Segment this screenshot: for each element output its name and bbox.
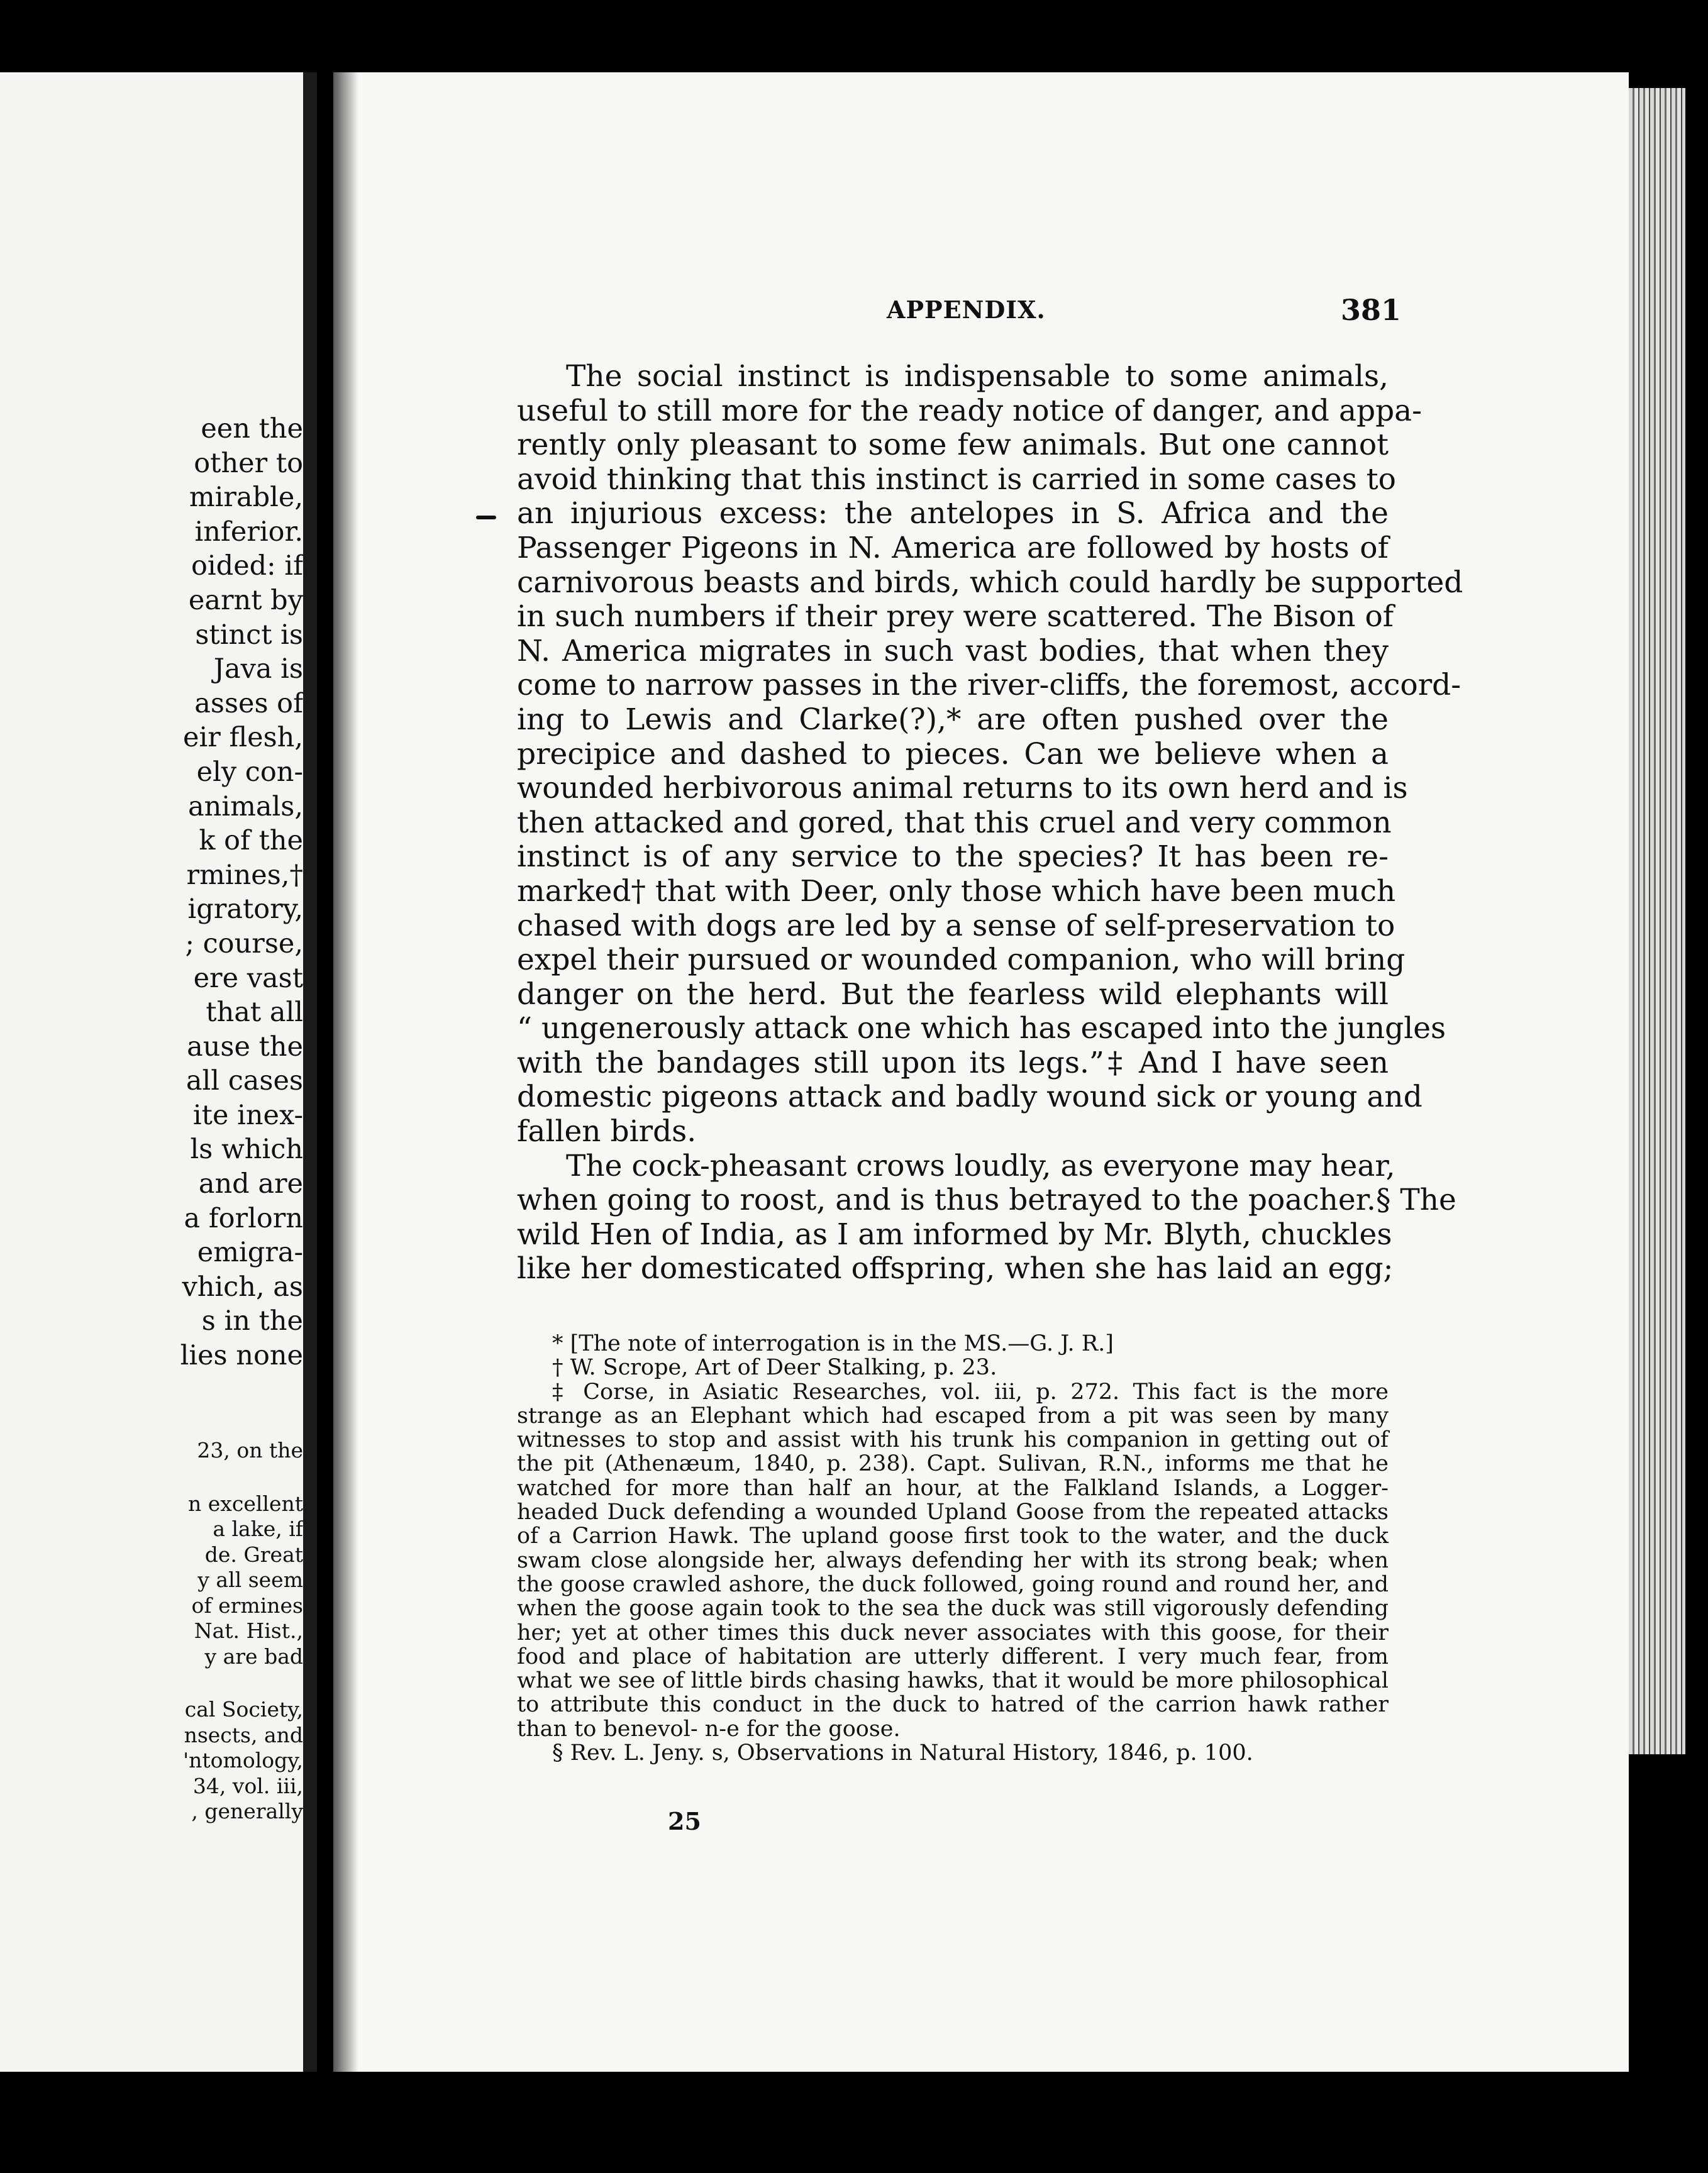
footnote-line: when the goose again took to the sea the duck was still vigorously defending (517, 1596, 1389, 1622)
left-line: eir flesh, (183, 722, 303, 754)
footnote-line: the pit (Athenæum, 1840, p. 238). Capt. Sulivan, R.N., informs me that he (517, 1451, 1389, 1477)
footnote-line: * [The note of interrogation is in the MS.—G. J. R.] (552, 1331, 1114, 1356)
previous-page-footnotes (0, 1438, 303, 1825)
running-head: APPENDIX. (887, 296, 1046, 324)
footnote-line: ‡ Corse, in Asiatic Researches, vol. iii, p. 272. This fact is the more (552, 1379, 1389, 1405)
left-note: de. Great (204, 1542, 303, 1567)
left-line: all cases (186, 1065, 303, 1097)
previous-page-text (0, 412, 303, 1373)
signature-mark: 25 (668, 1807, 701, 1835)
left-note: nsects, and (184, 1722, 303, 1747)
left-line: igratory, (187, 893, 303, 926)
footnote-line: her; yet at other times this duck never associates with this goose, for their (517, 1620, 1389, 1645)
text-line: danger on the herd. But the fearless wild elephants will (517, 976, 1389, 1012)
left-note: 'ntomology, (183, 1748, 303, 1772)
footnotes (517, 1332, 1389, 1765)
left-line: a forlorn (184, 1202, 303, 1234)
left-note: of ermines (191, 1593, 303, 1618)
text-line: The cock-pheasant crows loudly, as everyone may hear, (566, 1148, 1395, 1183)
left-line: other to (194, 447, 303, 479)
text-line: carnivorous beasts and birds, which could hardly be supported (517, 565, 1463, 600)
left-note: cal Society, (184, 1697, 303, 1722)
footnote-line: to attribute this conduct in the duck to hatred of the carrion hawk rather (517, 1692, 1389, 1718)
left-note: Nat. Hist., (194, 1618, 303, 1643)
left-line: animals, (188, 790, 303, 822)
text-line: rently only pleasant to some few animals. But one cannot (517, 428, 1389, 463)
left-line: rmines,† (186, 859, 303, 891)
left-line: s in the (201, 1305, 303, 1337)
left-line: inferior. (194, 516, 303, 548)
text-line: ing to Lewis and Clarke(?),* are often pushed over the (517, 702, 1389, 737)
text-line: avoid thinking that this instinct is carried in some cases to (517, 462, 1396, 497)
text-line: come to narrow passes in the river-cliffs, the foremost, accord- (517, 668, 1461, 703)
text-line: marked† that with Deer, only those which have been much (517, 873, 1396, 909)
left-line: ls which (190, 1134, 303, 1166)
page-edges (1629, 88, 1685, 1754)
left-line: ause the (187, 1031, 303, 1063)
footnote-line: † W. Scrope, Art of Deer Stalking, p. 23. (552, 1355, 997, 1381)
footnote-line: the goose crawled ashore, the duck followed, going round and round her, and (517, 1571, 1389, 1597)
left-line: that all (206, 997, 303, 1029)
left-line: lies none (180, 1340, 303, 1372)
left-note: n excellent (187, 1491, 303, 1516)
text-line: in such numbers if their prey were scattered. The Bison of (517, 599, 1394, 634)
left-line: ite inex- (192, 1099, 303, 1131)
left-note: y all seem (197, 1568, 303, 1592)
footnote-line: § Rev. L. Jeny. s, Observations in Natural History, 1846, p. 100. (552, 1740, 1253, 1766)
text-line: Passenger Pigeons in N. America are followed by hosts of (517, 530, 1389, 565)
left-line: vhich, as (182, 1271, 303, 1303)
text-line: precipice and dashed to pieces. Can we believe when a (517, 736, 1389, 771)
text-line: “ ungenerously attack one which has escaped into the jungles (517, 1011, 1446, 1046)
left-note: a lake, if (213, 1517, 303, 1541)
footnote-line: than to benevol- n-e for the goose. (517, 1716, 901, 1742)
left-note: y are bad (204, 1644, 303, 1669)
text-line: chased with dogs are led by a sense of self-preservation to (517, 908, 1395, 943)
left-note: , generally (191, 1799, 303, 1823)
left-line: emigra- (197, 1237, 303, 1269)
footnote-line: food and place of habitation are utterly different. I very much fear, from (517, 1644, 1389, 1669)
text-line: expel their pursued or wounded companion, who will bring (517, 943, 1406, 978)
text-line: domestic pigeons attack and badly wound sick or young and (517, 1080, 1422, 1115)
left-line: ely con- (196, 756, 303, 788)
previous-page-fragment (0, 72, 303, 2072)
left-line: ere vast (193, 962, 303, 994)
footnote-line: strange as an Elephant which had escaped from a pit was seen by many (517, 1403, 1389, 1429)
footnote-line: what we see of little birds chasing hawks, that it would be more philosophical (517, 1668, 1389, 1694)
left-line: k of the (199, 825, 303, 857)
gutter-shadow (333, 72, 358, 2072)
text-line: useful to still more for the ready notice of danger, and appa- (517, 393, 1422, 428)
text-line: like her domesticated offspring, when she has laid an egg; (517, 1251, 1394, 1286)
left-note: 23, on the (197, 1438, 303, 1462)
text-line: The social instinct is indispensable to some animals, (566, 359, 1389, 394)
page-number: 381 (1340, 293, 1401, 327)
footnote-line: headed Duck defending a wounded Upland Goose from the repeated attacks (517, 1500, 1389, 1525)
book-gutter (303, 72, 317, 2072)
left-line: mirable, (189, 482, 303, 514)
body-text (517, 359, 1463, 1286)
text-line: wild Hen of India, as I am informed by Mr. Blyth, chuckles (517, 1217, 1392, 1252)
left-line: stinct is (195, 619, 303, 651)
left-line: asses of (194, 687, 303, 719)
text-line: with the bandages still upon its legs.”‡ And I have seen (517, 1045, 1389, 1080)
margin-pencil-mark (476, 516, 496, 519)
left-line: earnt by (188, 584, 303, 616)
text-line: fallen birds. (517, 1114, 697, 1149)
footnote-line: witnesses to stop and assist with his trunk his companion in getting out of (517, 1427, 1389, 1453)
left-line: een the (201, 413, 303, 445)
text-line: instinct is of any service to the species? It has been re- (517, 839, 1389, 875)
left-line: and are (198, 1168, 303, 1200)
text-line: an injurious excess: the antelopes in S. Africa and the (517, 496, 1389, 531)
text-line: then attacked and gored, that this cruel and very common (517, 805, 1392, 840)
text-line: wounded herbivorous animal returns to its own herd and is (517, 771, 1408, 806)
footnote-line: watched for more than half an hour, at the Falkland Islands, a Logger- (517, 1475, 1389, 1501)
left-line: Java is (213, 653, 303, 685)
left-line: oided: if (191, 550, 303, 582)
left-note: 34, vol. iii, (192, 1773, 303, 1798)
text-line: when going to roost, and is thus betrayed to the poacher.§ The (517, 1183, 1456, 1218)
footnote-line: swam close alongside her, always defending her with its strong beak; when (517, 1547, 1389, 1573)
footnote-line: of a Carrion Hawk. The upland goose first took to the water, and the duck (517, 1523, 1389, 1549)
text-line: N. America migrates in such vast bodies, that when they (517, 633, 1389, 668)
left-line: ; course, (185, 927, 303, 959)
